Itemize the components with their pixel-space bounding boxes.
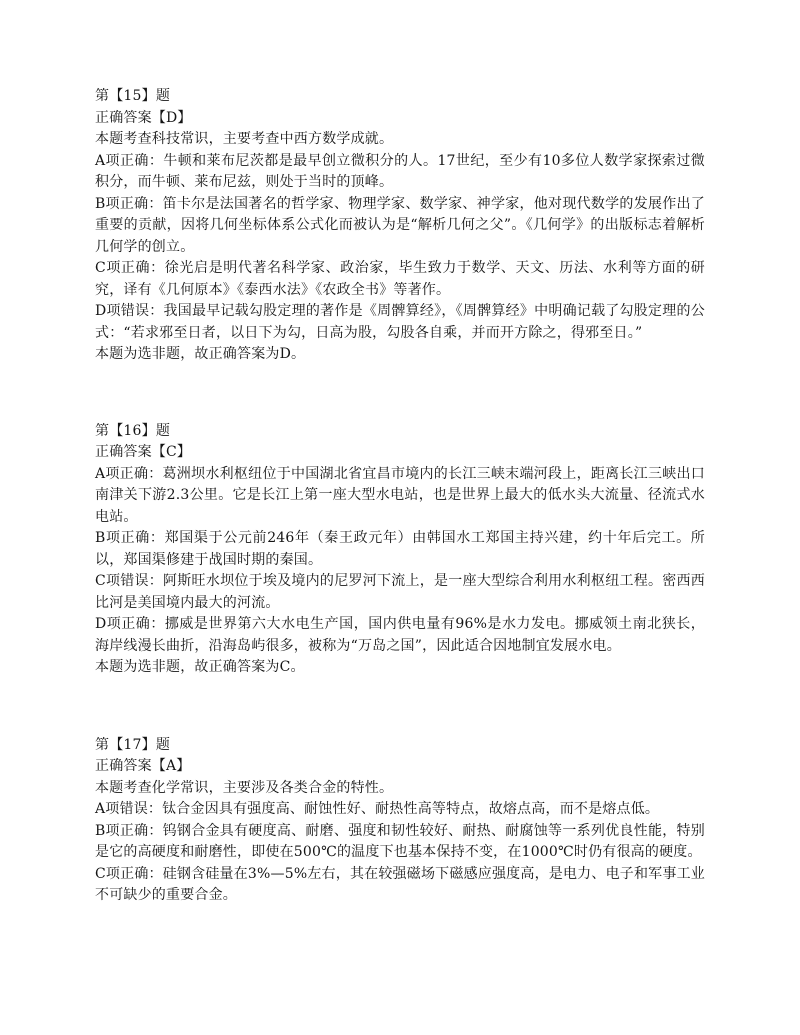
document-content xyxy=(95,86,705,907)
explanation-option-a: A项错误：钛合金因具有强度高、耐蚀性好、耐热性高等特点，故熔点高，而不是熔点低。 xyxy=(95,801,660,817)
explanation-conclusion: 本题为选非题，故正确答案为D。 xyxy=(95,346,306,362)
explanation-option-c: C项错误：阿斯旺水坝位于埃及境内的尼罗河下流上，是一座大型综合利用水利枢纽工程。密西西比河是美国境内最大的河流。 xyxy=(95,573,705,611)
question-17 xyxy=(95,735,705,907)
explanation-option-d: D项正确：挪威是世界第六大水电生产国，国内供电量有96%是水力发电。挪威领土南北狭长，海岸线漫长曲折，沿海岛屿很多，被称为“万岛之国”，因此适合因地制宜发展水电。 xyxy=(95,616,705,654)
explanation-option-c: C项正确：硅钢含硅量在3%—5%左右，其在较强磁场下磁感应强度高，是电力、电子和军事工业不可缺少的重要合金。 xyxy=(95,865,705,903)
explanation-option-b: B项正确：郑国渠于公元前246年（秦王政元年）由韩国水工郑国主持兴建，约十年后完工。所以，郑国渠修建于战国时期的秦国。 xyxy=(95,530,705,568)
explanation-option-b: B项正确：笛卡尔是法国著名的哲学家、物理学家、数学家、神学家，他对现代数学的发展作出了重要的贡献，因将几何坐标体系公式化而被认为是“解析几何之父”。《几何学》的出版标志着解析几何学的创立。 xyxy=(95,195,705,255)
question-title: 第【17】题 xyxy=(95,736,171,753)
explanation-line: 本题考查化学常识，主要涉及各类合金的特性。 xyxy=(95,779,394,796)
explanation-option-d: D项错误：我国最早记载勾股定理的著作是《周髀算经》，《周髀算经》中明确记载了勾股定理的公式：“若求邪至日者，以日下为勾，日高为股，勾股各自乘，并而开方除之，得邪至日。” xyxy=(95,303,705,341)
explanation-option-a: A项正确：牛顿和莱布尼茨都是最早创立微积分的人。17世纪，至少有10多位人数学家探索过微积分，而牛顿、莱布尼兹，则处于当时的顶峰。 xyxy=(95,152,705,190)
explanation-line: 本题考查科技常识，主要考查中西方数学成就。 xyxy=(95,131,394,147)
question-15 xyxy=(95,86,705,366)
correct-answer: 正确答案【A】 xyxy=(95,758,191,774)
explanation-option-b: B项正确：钨钢合金具有硬度高、耐磨、强度和韧性较好、耐热、耐腐蚀等一系列优良性能，特别是它的高硬度和耐磨性，即使在500℃的温度下也基本保持不变，在1000℃时仍有很高的硬度。 xyxy=(95,822,705,860)
correct-answer: 正确答案【D】 xyxy=(95,109,192,126)
question-title: 第【16】题 xyxy=(95,422,171,439)
question-title: 第【15】题 xyxy=(95,88,171,104)
question-16 xyxy=(95,421,705,679)
correct-answer: 正确答案【C】 xyxy=(95,444,192,460)
explanation-option-c: C项正确：徐光启是明代著名科学家、政治家，毕生致力于数学、天文、历法、水利等方面的研究，译有《几何原本》《泰西水法》《农政全书》等著作。 xyxy=(95,260,705,298)
explanation-option-a: A项正确：葛洲坝水利枢纽位于中国湖北省宜昌市境内的长江三峡末端河段上，距离长江三峡出口南津关下游2.3公里。它是长江上第一座大型水电站，也是世界上最大的低水头大流量、径流式水电站。 xyxy=(95,465,705,525)
explanation-conclusion: 本题为选非题，故正确答案为C。 xyxy=(95,659,305,675)
